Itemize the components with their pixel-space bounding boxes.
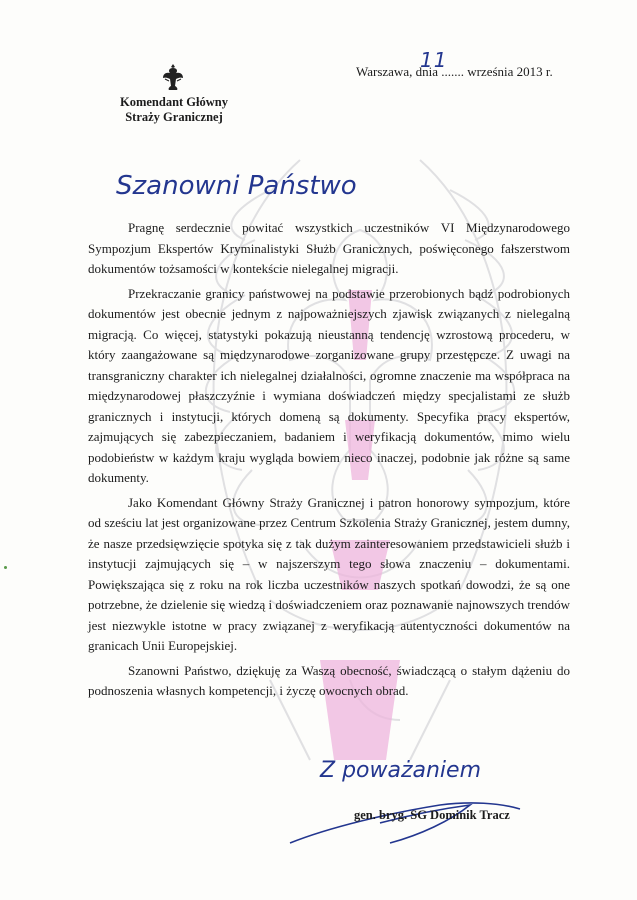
salutation-text: Szanowni Państwo bbox=[116, 171, 357, 201]
issuer-title: Komendant Główny bbox=[119, 95, 228, 109]
paragraph: Przekraczanie granicy państwowej na podstawie przerobionych bądź podrobionych dokumentów jest obecnie jednym z najpoważniejszych zjawisk związanych z nielegalną migracją. Co więcej, statystyki pokazują nieustanną tendencję wzrostową procederu, w który zaangażowane są międzynarodowe zorganizowane grupy przestępcze. Z uwagi na transgraniczny charakter ich nielegalnej działalności, ogromne znaczenie ma współpraca na międzynarodowej płaszczyźnie i wymiana doświadczeń między specjalistami ze służb granicznych i instytucji, których domeną są dokumenty. Specyfika pracy ekspertów, zajmujących się zabezpieczaniem, badaniem i weryfikacją dokumentów, mimo wielu podobieństw w każdym kraju wygląda bowiem nieco inaczej, podobnie jak różne są same dokumenty. bbox=[88, 285, 570, 485]
margin-mark bbox=[4, 566, 7, 569]
issuer-block bbox=[113, 95, 235, 125]
paragraph: Pragnę serdecznie powitać wszystkich uczestników VI Międzynarodowego Sympozjum Ekspertów Kryminalistyki Służb Granicznych, poświęconego fałszerstwom dokumentów tożsamości w kontekście nielegalnej migracji. bbox=[88, 220, 570, 276]
paragraph: Szanowni Państwo, dziękuję za Waszą obecność, świadczącą o stałym dążeniu do podnoszenia własnych kompetencji, i życzę owocnych obrad. bbox=[88, 662, 570, 698]
date-fill: ....... bbox=[441, 64, 464, 79]
polish-eagle-emblem-icon bbox=[160, 62, 186, 92]
closing-handwritten: Z poważaniem bbox=[320, 758, 482, 783]
paragraph: Jako Komendant Główny Straży Granicznej i patron honorowy sympozjum, które od sześciu lat jest organizowane przez Centrum Szkolenia Straży Granicznej, jestem dumny, że nasze przedsięwzięcie spotyka się z tak dużym zainteresowaniem przedstawicieli służb i instytucji zajmujących się – w najszerszym tego słowa znaczeniu – dokumentami. Powiększająca się z roku na rok liczba uczestników naszych spotkań dowodzi, że są one potrzebne, że dzielenie się wiedzą i doświadczeniem oraz poznawanie najnowszych trendów jest niezwykle istotne w pracy związanej z weryfikacją autentyczności dokumentów na granicach Unii Europejskiej. bbox=[88, 494, 570, 653]
signer-name: gen. bryg. SG Dominik Tracz bbox=[354, 808, 510, 822]
date-day-handwritten: 11 bbox=[420, 48, 448, 72]
signature bbox=[270, 735, 530, 855]
salutation-handwritten bbox=[112, 158, 357, 206]
issuer-organization: Straży Granicznej bbox=[125, 110, 223, 124]
letter-body bbox=[88, 218, 570, 702]
dateline bbox=[356, 48, 553, 80]
date-prefix: Warszawa, dnia bbox=[356, 64, 438, 79]
date-suffix: września 2013 r. bbox=[467, 64, 553, 79]
